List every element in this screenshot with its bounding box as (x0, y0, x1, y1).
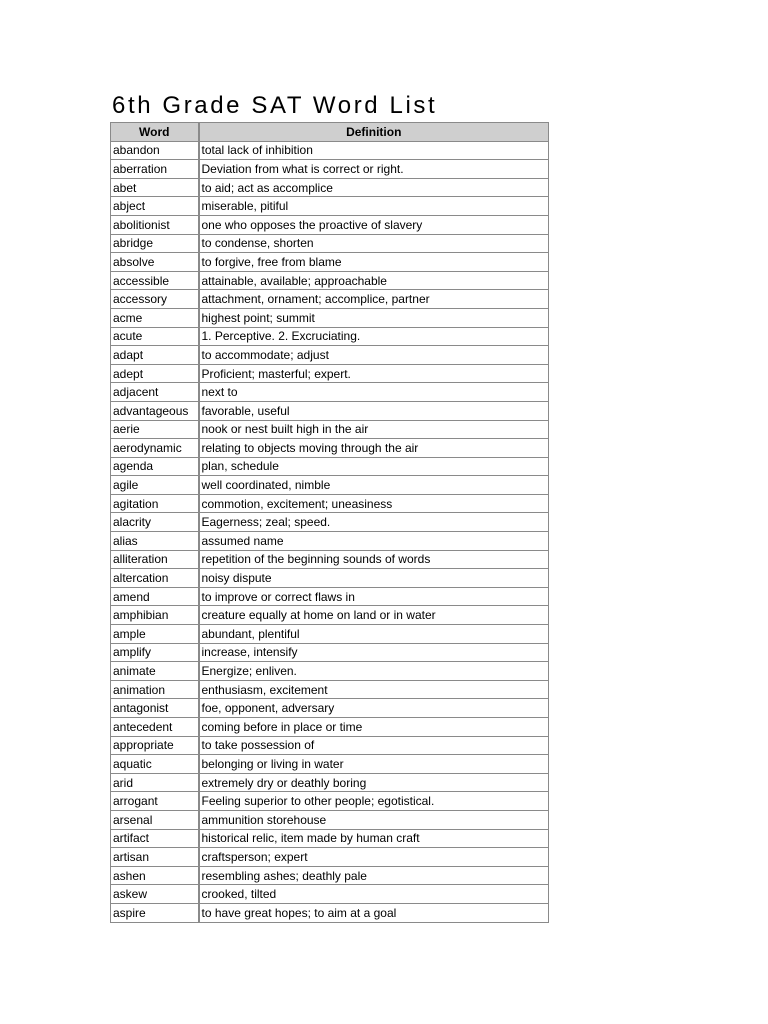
word-cell: arrogant (111, 792, 199, 811)
definition-cell: 1. Perceptive. 2. Excruciating. (199, 327, 549, 346)
definition-cell: next to (199, 383, 549, 402)
table-row (111, 625, 549, 644)
word-cell: agitation (111, 494, 199, 513)
word-cell: artisan (111, 848, 199, 867)
definition-cell: foe, opponent, adversary (199, 699, 549, 718)
word-cell: acute (111, 327, 199, 346)
definition-cell: to condense, shorten (199, 234, 549, 253)
definition-cell: assumed name (199, 532, 549, 551)
definition-cell: to aid; act as accomplice (199, 178, 549, 197)
table-row (111, 383, 549, 402)
table-row (111, 829, 549, 848)
table-row (111, 327, 549, 346)
table-row (111, 346, 549, 365)
table-row (111, 606, 549, 625)
definition-cell: repetition of the beginning sounds of words (199, 550, 549, 569)
table-row (111, 903, 549, 922)
definition-cell: highest point; summit (199, 308, 549, 327)
definition-cell: relating to objects moving through the air (199, 439, 549, 458)
table-row (111, 718, 549, 737)
table-row (111, 439, 549, 458)
table-row (111, 532, 549, 551)
definition-cell: crooked, tilted (199, 885, 549, 904)
table-row (111, 550, 549, 569)
word-cell: agile (111, 476, 199, 495)
table-row (111, 773, 549, 792)
table-row (111, 457, 549, 476)
definition-cell: total lack of inhibition (199, 141, 549, 160)
table-row (111, 290, 549, 309)
table-row (111, 569, 549, 588)
table-row (111, 141, 549, 160)
definition-cell: well coordinated, nimble (199, 476, 549, 495)
table-row (111, 308, 549, 327)
table-row (111, 178, 549, 197)
table-row (111, 662, 549, 681)
word-cell: abolitionist (111, 215, 199, 234)
word-cell: aerie (111, 420, 199, 439)
table-row (111, 494, 549, 513)
definition-cell: miserable, pitiful (199, 197, 549, 216)
word-cell: askew (111, 885, 199, 904)
definition-cell: Energize; enliven. (199, 662, 549, 681)
word-cell: amplify (111, 643, 199, 662)
word-cell: adept (111, 364, 199, 383)
word-cell: abridge (111, 234, 199, 253)
definition-cell: attainable, available; approachable (199, 271, 549, 290)
word-cell: alias (111, 532, 199, 551)
definition-cell: commotion, excitement; uneasiness (199, 494, 549, 513)
definition-cell: enthusiasm, excitement (199, 680, 549, 699)
table-row (111, 215, 549, 234)
definition-cell: to have great hopes; to aim at a goal (199, 903, 549, 922)
word-cell: amphibian (111, 606, 199, 625)
word-cell: acme (111, 308, 199, 327)
definition-cell: ammunition storehouse (199, 810, 549, 829)
table-row (111, 643, 549, 662)
definition-cell: one who opposes the proactive of slavery (199, 215, 549, 234)
definition-cell: coming before in place or time (199, 718, 549, 737)
word-cell: aquatic (111, 755, 199, 774)
definition-cell: extremely dry or deathly boring (199, 773, 549, 792)
definition-cell: craftsperson; expert (199, 848, 549, 867)
word-cell: arid (111, 773, 199, 792)
table-row (111, 234, 549, 253)
definition-cell: Deviation from what is correct or right. (199, 160, 549, 179)
table-row (111, 885, 549, 904)
word-cell: aberration (111, 160, 199, 179)
word-cell: alliteration (111, 550, 199, 569)
word-cell: aerodynamic (111, 439, 199, 458)
table-row (111, 160, 549, 179)
table-row (111, 364, 549, 383)
word-cell: arsenal (111, 810, 199, 829)
word-cell: antagonist (111, 699, 199, 718)
word-cell: advantageous (111, 401, 199, 420)
table-row (111, 810, 549, 829)
word-cell: abandon (111, 141, 199, 160)
word-cell: adjacent (111, 383, 199, 402)
table-row (111, 271, 549, 290)
definition-cell: plan, schedule (199, 457, 549, 476)
definition-cell: resembling ashes; deathly pale (199, 866, 549, 885)
word-cell: absolve (111, 253, 199, 272)
definition-cell: to forgive, free from blame (199, 253, 549, 272)
table-row (111, 420, 549, 439)
table-row (111, 866, 549, 885)
table-row (111, 587, 549, 606)
table-header-row (111, 123, 549, 142)
word-cell: amend (111, 587, 199, 606)
word-cell: animation (111, 680, 199, 699)
word-cell: adapt (111, 346, 199, 365)
table-row (111, 253, 549, 272)
word-cell: abject (111, 197, 199, 216)
word-cell: ashen (111, 866, 199, 885)
word-cell: aspire (111, 903, 199, 922)
definition-cell: to take possession of (199, 736, 549, 755)
word-cell: accessible (111, 271, 199, 290)
table-row (111, 699, 549, 718)
word-cell: altercation (111, 569, 199, 588)
definition-cell: abundant, plentiful (199, 625, 549, 644)
definition-cell: Proficient; masterful; expert. (199, 364, 549, 383)
word-cell: agenda (111, 457, 199, 476)
table-row (111, 476, 549, 495)
definition-cell: increase, intensify (199, 643, 549, 662)
table-row (111, 736, 549, 755)
table-body (111, 141, 549, 922)
table-row (111, 755, 549, 774)
definition-cell: nook or nest built high in the air (199, 420, 549, 439)
table-row (111, 197, 549, 216)
definition-cell: creature equally at home on land or in water (199, 606, 549, 625)
word-cell: artifact (111, 829, 199, 848)
word-cell: animate (111, 662, 199, 681)
definition-cell: belonging or living in water (199, 755, 549, 774)
definition-cell: attachment, ornament; accomplice, partner (199, 290, 549, 309)
table-row (111, 401, 549, 420)
definition-cell: favorable, useful (199, 401, 549, 420)
definition-cell: to accommodate; adjust (199, 346, 549, 365)
definition-cell: Eagerness; zeal; speed. (199, 513, 549, 532)
word-table (110, 122, 549, 923)
definition-cell: Feeling superior to other people; egotistical. (199, 792, 549, 811)
definition-cell: noisy dispute (199, 569, 549, 588)
page-title: 6th Grade SAT Word List (112, 92, 438, 119)
definition-cell: historical relic, item made by human craft (199, 829, 549, 848)
table-row (111, 792, 549, 811)
word-cell: ample (111, 625, 199, 644)
column-header-word: Word (111, 123, 199, 142)
word-cell: appropriate (111, 736, 199, 755)
definition-cell: to improve or correct flaws in (199, 587, 549, 606)
column-header-definition: Definition (199, 123, 549, 142)
word-cell: antecedent (111, 718, 199, 737)
table-row (111, 848, 549, 867)
table-row (111, 513, 549, 532)
word-cell: alacrity (111, 513, 199, 532)
word-cell: abet (111, 178, 199, 197)
word-cell: accessory (111, 290, 199, 309)
table-row (111, 680, 549, 699)
